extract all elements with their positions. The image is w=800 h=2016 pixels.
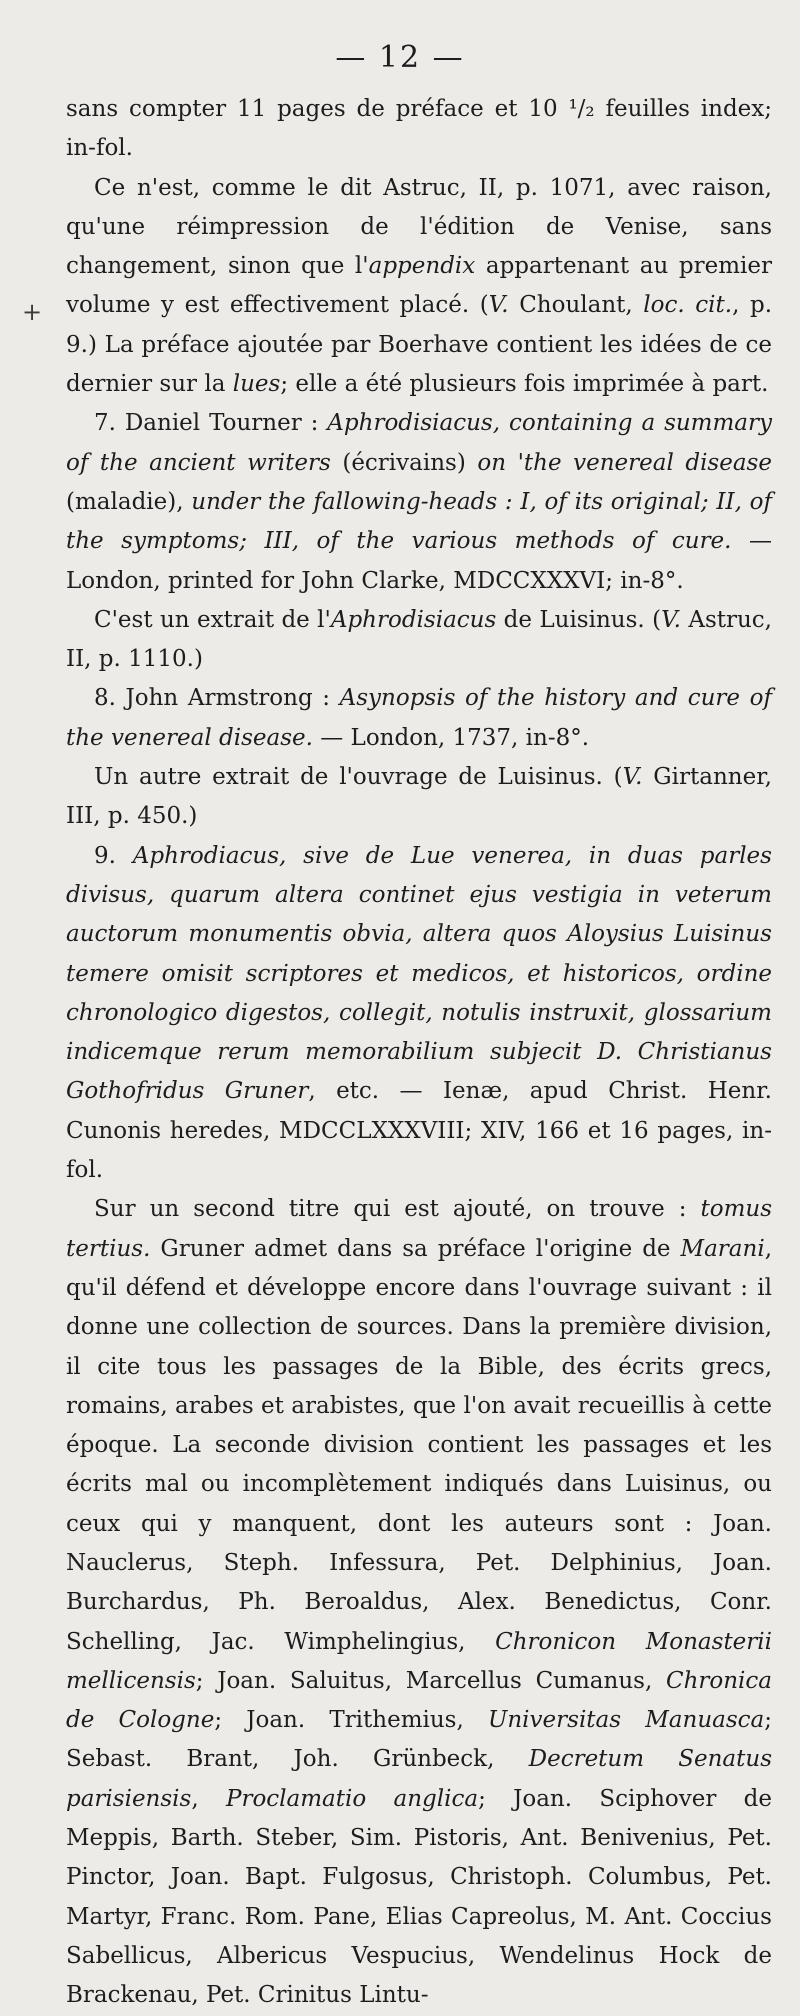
entry-9-note: Sur un second titre qui est ajouté, on trouve : tomus tertius. Gruner admet dans sa préface l'origine de Marani, qu'il défend et développe encore dans l'ouvrage suivant : il donne une collection de sources. Dans la première division, il cite tous les passages de la Bible, des écrits grecs, romains, arabes et arabistes, que l'on avait recueillis à cette époque. La seconde division contient les passages et les écrits mal ou incomplètement indiqués dans Luisinus, ou ceux qui y manquent, dont les auteurs sont : Joan. Nauclerus, Steph. Infessura, Pet. Delphinius, Joan. Burchardus, Ph. Beroaldus, Alex. Benedictus, Conr. Schelling, Jac. Wimphelingius, Chronicon Monasterii mellicensis; Joan. Saluitus, Marcellus Cumanus, Chronica de Cologne; Joan. Trithemius, Universitas Manuasca; Sebast. Brant, Joh. Grünbeck, Decretum Senatus parisiensis, Proclamatio anglica; Joan. Sciphover de Meppis, Barth. Steber, Sim. Pistoris, Ant. Benivenius, Pet. Pinctor, Joan. Bapt. Fulgosus, Christoph. Columbus, Pet. Martyr, Franc. Rom. Pane, Elias Capreolus, M. Ant. Coccius Sabellicus, Albericus Vespucius, Wendelinus Hock de Brackenau, Pet. Crinitus Lintu- [66, 1196, 773, 2009]
entry-8-note: Un autre extrait de l'ouvrage de Luisinus. (V. Girtanner, III, p. 450.) [66, 764, 772, 830]
paragraph-astruc-note: Ce n'est, comme le dit Astruc, II, p. 1071, avec raison, qu'une réimpression de l'édition de Venise, sans changement, sinon que l'appendix appartenant au premier volume y est effectivement placé. (V. Choulant, loc. cit., p. 9.) La préface ajoutée par Boerhave contient les idées de ce dernier sur la lues; elle a été plusieurs fois imprimée à part. [66, 174, 773, 398]
entry-8-armstrong: 8. John Armstrong : Asynopsis of the history and cure of the venereal disease. — London, 1737, in-8°. [66, 685, 772, 751]
entry-7-note: C'est un extrait de l'Aphrodisiacus de Luisinus. (V. Astruc, II, p. 1110.) [66, 606, 772, 673]
entry-7-tourner: 7. Daniel Tourner : Aphrodisiacus, containing a summary of the ancient writers (écrivains) on 'the venereal disease (maladie), under the fallowing-heads : I, of its original; II, of the symptoms; III, of the various methods of cure. — London, printed for John Clarke, MDCCXXXVI; in-8°. [66, 410, 773, 594]
body-text [66, 90, 772, 2016]
paragraph-continuation: sans compter 11 pages de préface et 10 ¹/₂ feuilles index; in-fol. [66, 96, 772, 162]
margin-mark: + [22, 298, 43, 326]
page-number: — 12 — [335, 40, 465, 75]
entry-9-gruner: 9. Aphrodiacus, sive de Lue venerea, in duas parles divisus, quarum altera continet ejus vestigia in veterum auctorum monumentis obvia, altera quos Aloysius Luisinus temere omisit scriptores et medicos, et historicos, ordine chronologico digestos, collegit, notulis instruxit, glossarium indicemque rerum memorabilium subjecit D. Christianus Gothofridus Gruner, etc. — Ienæ, apud Christ. Henr. Cunonis heredes, MDCCLXXXVIII; XIV, 166 et 16 pages, in-fol. [66, 842, 772, 1184]
